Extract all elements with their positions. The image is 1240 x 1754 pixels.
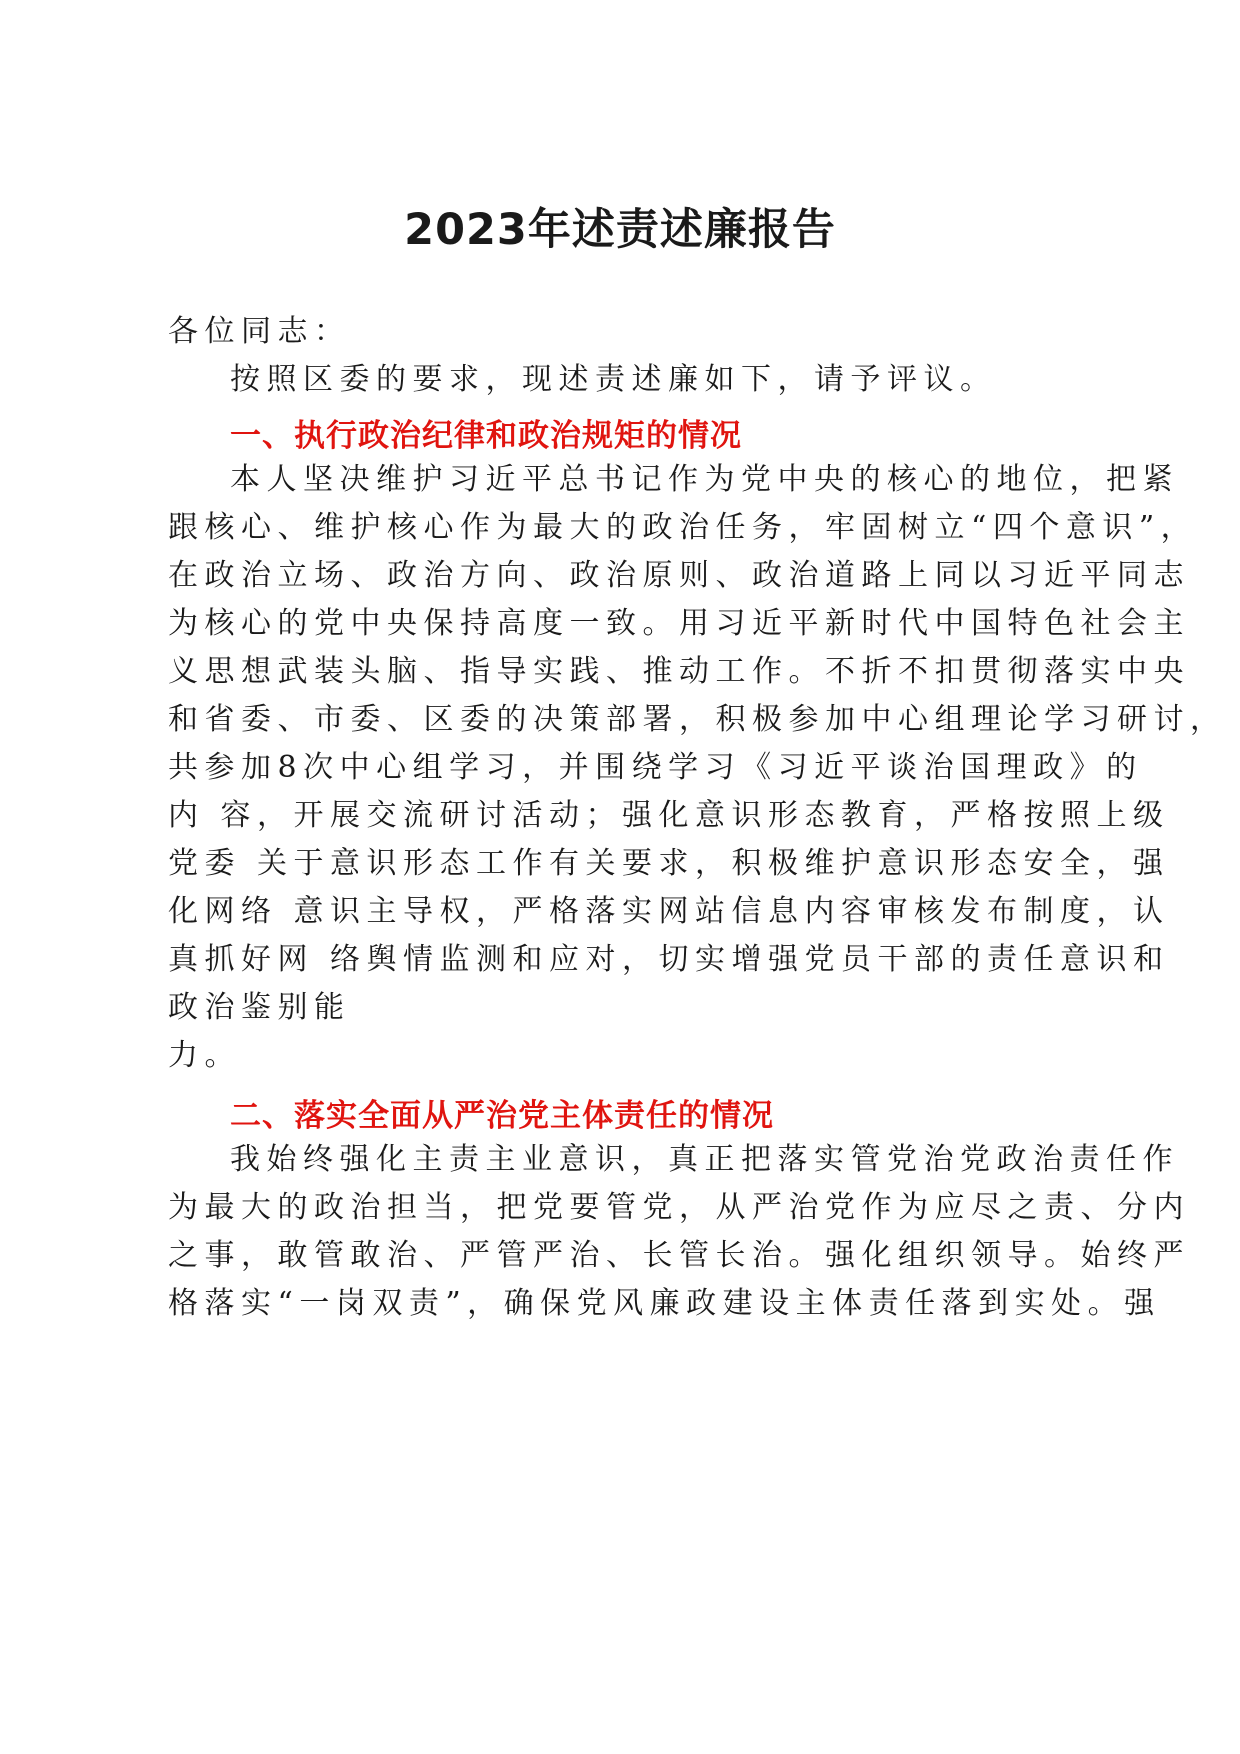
section-2-line: 之事，敢管敢治、严管严治、长管长治。强化组织领导。始终严 xyxy=(168,1238,1190,1273)
section-1-line: 共参加8次中心组学习，并围绕学习《习近平谈治国理政》的 xyxy=(168,750,1143,785)
document-title: 2023年述责述廉报告 xyxy=(404,205,836,255)
section-1-line: 和省委、市委、区委的决策部署，积极参加中心组理论学习研讨， xyxy=(168,702,1227,737)
section-1-line: 义思想武装头脑、指导实践、推动工作。不折不扣贯彻落实中央 xyxy=(168,654,1190,689)
section-1-line: 为核心的党中央保持高度一致。用习近平新时代中国特色社会主 xyxy=(168,606,1190,641)
section-2-line: 我始终强化主责主业意识，真正把落实管党治党政治责任作 xyxy=(230,1142,1179,1177)
section-1-heading: 一、执行政治纪律和政治规矩的情况 xyxy=(230,418,742,454)
section-1-line: 化网络 意识主导权，严格落实网站信息内容审核发布制度，认 xyxy=(168,894,1170,929)
section-2-line: 格落实“一岗双责”，确保党风廉政建设主体责任落到实处。强 xyxy=(168,1286,1161,1321)
section-2-heading: 二、落实全面从严治党主体责任的情况 xyxy=(230,1098,774,1134)
section-1-line: 在政治立场、政治方向、政治原则、政治道路上同以习近平同志 xyxy=(168,558,1190,593)
section-1-line: 党委 关于意识形态工作有关要求，积极维护意识形态安全，强 xyxy=(168,846,1170,881)
section-1-line: 政治鉴别能 xyxy=(168,990,351,1025)
salutation: 各位同志： xyxy=(168,314,351,349)
section-2-line: 为最大的政治担当，把党要管党，从严治党作为应尽之责、分内 xyxy=(168,1190,1190,1225)
section-1-line: 真抓好网 络舆情监测和应对，切实增强党员干部的责任意识和 xyxy=(168,942,1170,977)
section-1-line: 内 容，开展交流研讨活动；强化意识形态教育，严格按照上级 xyxy=(168,798,1170,833)
section-1-line: 跟核心、维护核心作为最大的政治任务，牢固树立“四个意识”， xyxy=(168,510,1198,545)
section-1-line: 力。 xyxy=(168,1038,241,1073)
section-1-line: 本人坚决维护习近平总书记作为党中央的核心的地位，把紧 xyxy=(230,462,1179,497)
intro-paragraph: 按照区委的要求，现述责述廉如下，请予评议。 xyxy=(230,362,997,397)
